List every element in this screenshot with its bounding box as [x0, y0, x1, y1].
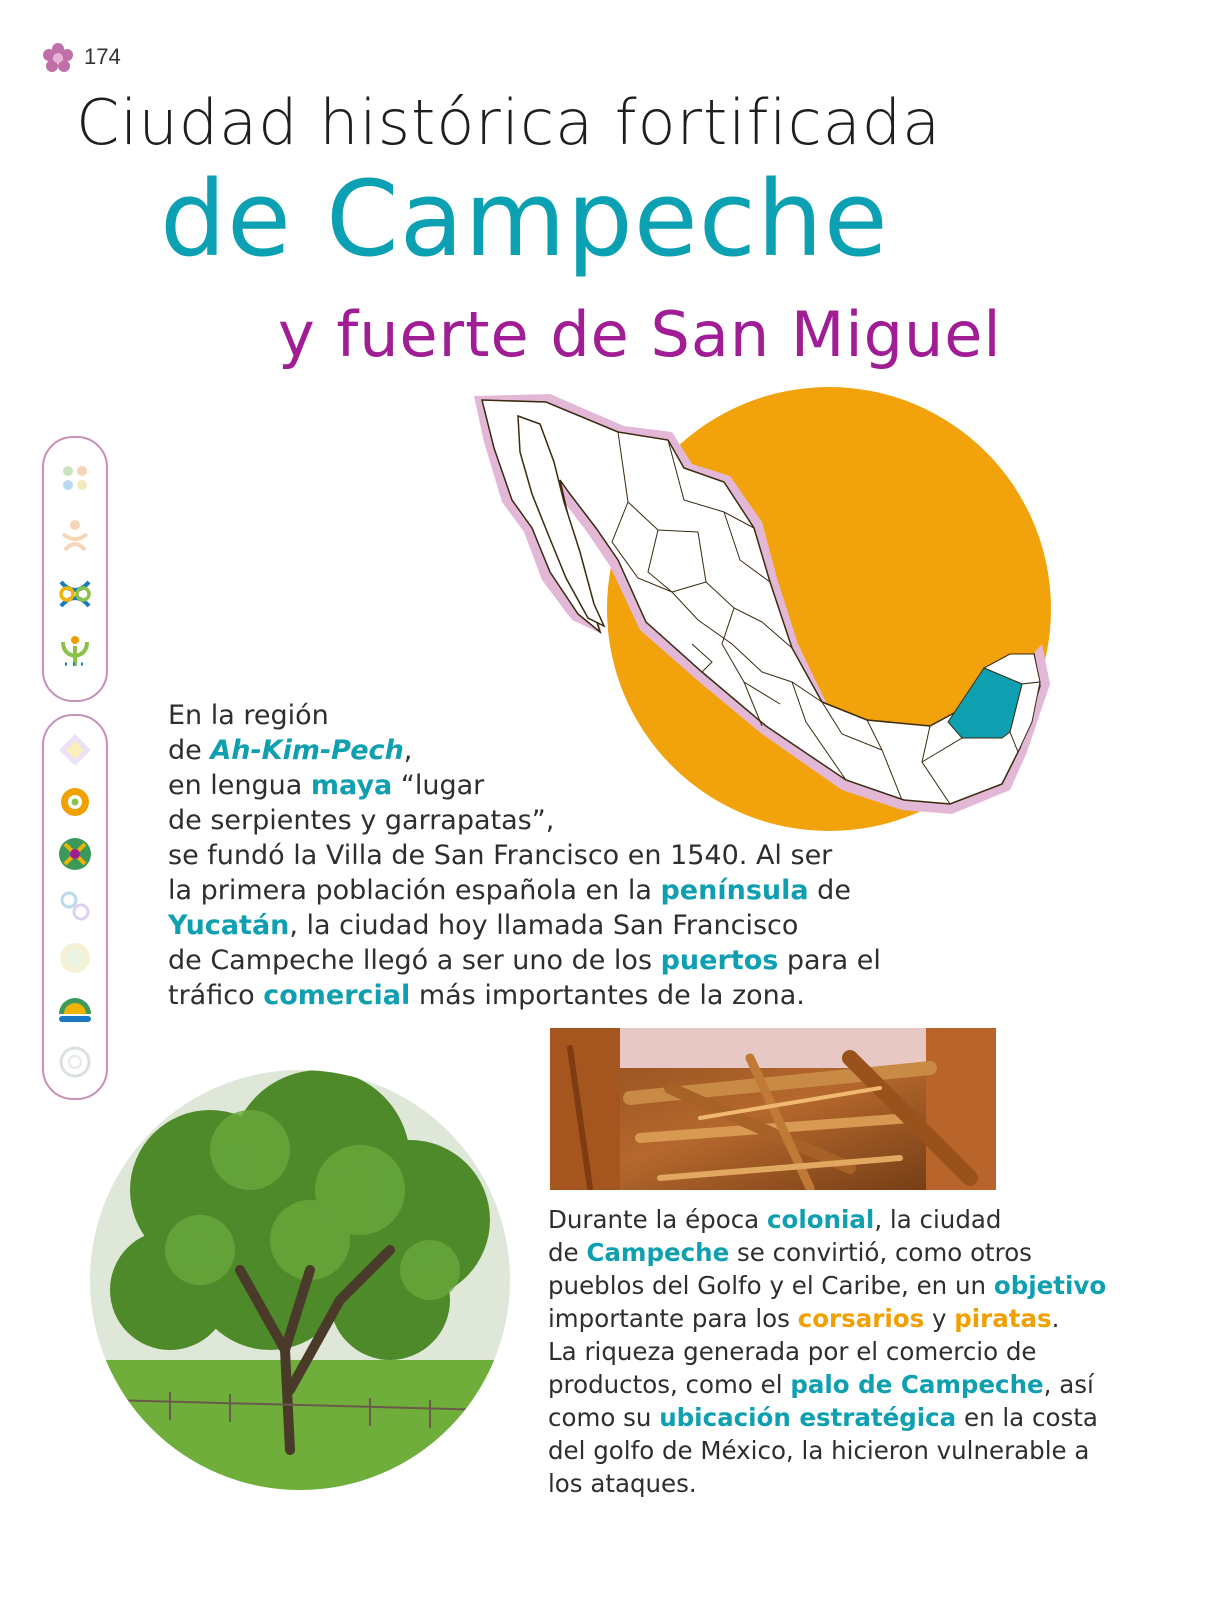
green-sprout-icon [57, 634, 93, 670]
term-peninsula: península [660, 875, 809, 906]
term-ah-kim-pech: Ah-Kim-Pech [210, 735, 404, 766]
term-campeche: Campeche [586, 1238, 730, 1267]
faded-figure-icon [57, 518, 93, 554]
faded-swirl-icon [57, 888, 93, 924]
term-objetivo: objetivo [993, 1271, 1107, 1300]
term-puertos: puertos [660, 945, 779, 976]
faded-shell-icon [57, 940, 93, 976]
faded-circle-icon [57, 1044, 93, 1080]
blue-knot-icon [57, 576, 93, 612]
palo-de-campeche-photo [550, 1028, 996, 1190]
sidebar-pill-bottom [42, 714, 108, 1100]
green-x-badge-icon [57, 836, 93, 872]
term-ubicacion-estrategica: ubicación estratégica [659, 1403, 957, 1432]
page-number: 174 [84, 44, 121, 69]
term-maya: maya [310, 770, 393, 801]
term-corsarios: corsarios [797, 1304, 925, 1333]
term-colonial: colonial [766, 1205, 875, 1234]
term-palo-de-campeche: palo de Campeche [790, 1370, 1044, 1399]
term-comercial: comercial [263, 980, 411, 1011]
colonial-paragraph: Durante la época colonial, la ciudad de Campeche se convirtió, como otros pueblos del Golfo y el Caribe, en un objetivo importante para los corsarios y piratas. La riqueza generada por el comercio de productos, como el palo de Campeche, así como su ubicación estratégica en la costa del golfo de México, la hicieron vulnerable a los ataques. [548, 1205, 1107, 1498]
tree-photo [90, 1070, 510, 1490]
sunrise-fan-icon [57, 992, 93, 1028]
title-line-2: de Campeche [160, 158, 889, 280]
term-piratas: piratas [954, 1304, 1052, 1333]
term-yucatan: Yucatán [168, 910, 290, 941]
orange-ring-icon [57, 784, 93, 820]
diamond-star-icon [57, 732, 93, 768]
flower-icon [40, 40, 76, 76]
faded-dots-icon [57, 460, 93, 496]
intro-paragraph: En la región de Ah-Kim-Pech, en lengua maya “lugar de serpientes y garrapatas”, se fundó la Villa de San Francisco en 1540. Al ser la primera población española en la península de Yucatán, la ciudad hoy llamada San Francisco de Campeche llegó a ser uno de los puertos para el tráfico comercial más importantes de la zona. [168, 700, 881, 1011]
title-line-3: y fuerte de San Miguel [278, 298, 1002, 371]
sidebar-pill-top [42, 436, 108, 702]
title-line-1: Ciudad histórica fortificada [76, 86, 942, 159]
